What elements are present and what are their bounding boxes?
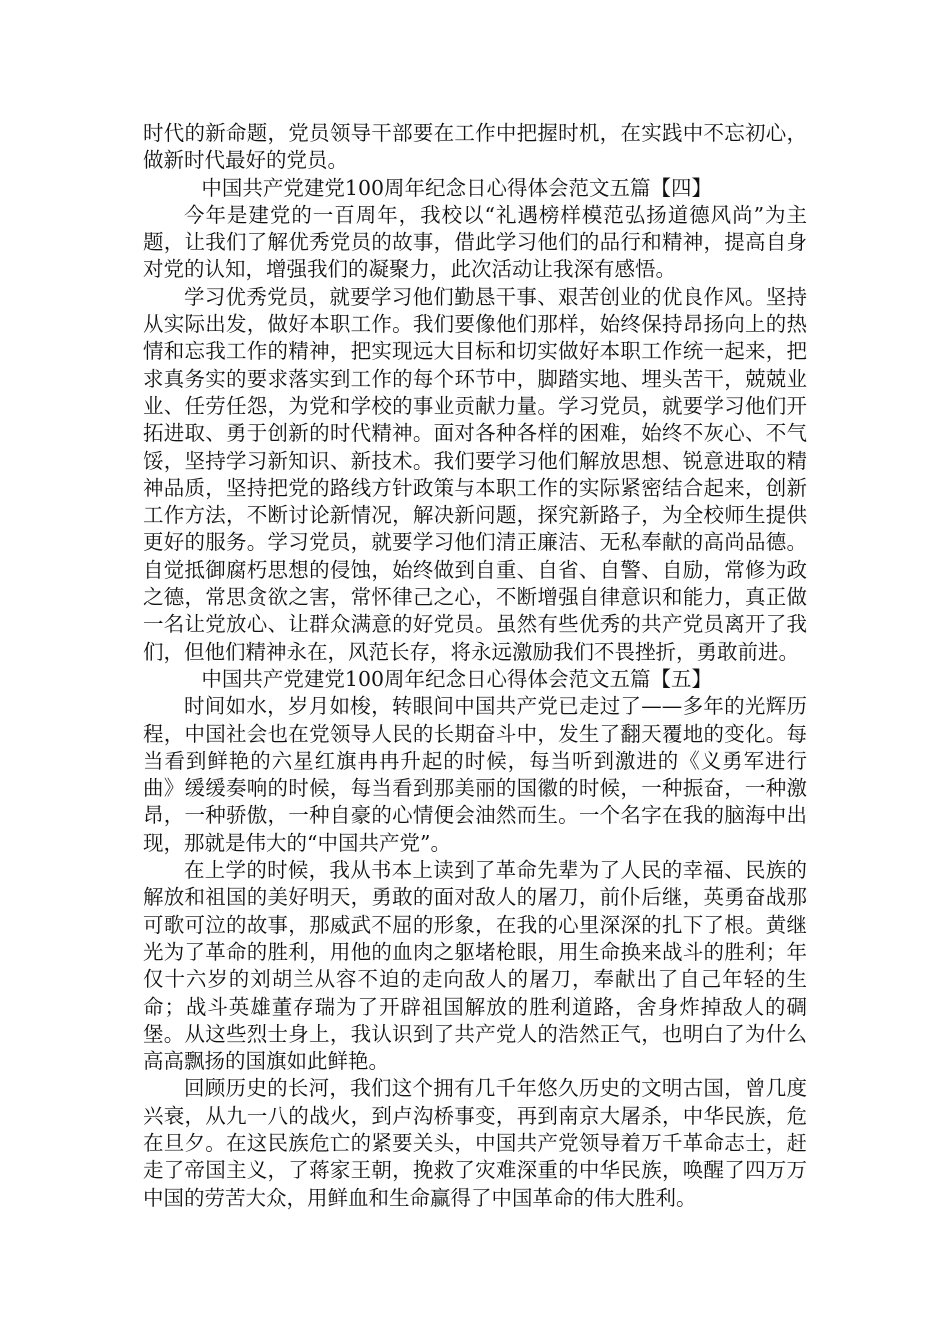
paragraph: 时间如水，岁月如梭，转眼间中国共产党已走过了——多年的光辉历程，中国社会也在党领导人民的长期奋斗中，发生了翻天覆地的变化。每当看到鲜艳的六星红旗冉冉升起的时候，每当听到激进的《义勇军进行曲》缓缓奏响的时候，每当看到那美丽的国徽的时候，一种振奋，一种激昂，一种骄傲，一种自豪的心情便会油然而生。一个名字在我的脑海中出现，那就是伟大的“中国共产党”。 bbox=[143, 694, 807, 855]
paragraph-continued: 时代的新命题，党员领导干部要在工作中把握时机，在实践中不忘初心，做新时代最好的党员。 bbox=[143, 121, 807, 173]
paragraph: 学习优秀党员，就要学习他们勤恳干事、艰苦创业的优良作风。坚持从实际出发，做好本职工作。我们要像他们那样，始终保持昂扬向上的热情和忘我工作的精神，把实现远大目标和切实做好本职工作统一起来，把求真务实的要求落实到工作的每个环节中，脚踏实地、埋头苦干，兢兢业业、任劳任怨，为党和学校的事业贡献力量。学习党员，就要学习他们开拓进取、勇于创新的时代精神。面对各种各样的困难，始终不灰心、不气馁，坚持学习新知识、新技术。我们要学习他们解放思想、锐意进取的精神品质，坚持把党的路线方针政策与本职工作的实际紧密结合起来，创新工作方法，不断讨论新情况，解决新问题，探究新路子，为全校师生提供更好的服务。学习党员，就要学习他们清正廉洁、无私奉献的高尚品德。自觉抵御腐朽思想的侵蚀，始终做到自重、自省、自警、自励，常修为政之德，常思贪欲之害，常怀律己之心，不断增强自律意识和能力，真正做一名让党放心、让群众满意的好党员。虽然有些优秀的共产党员离开了我们，但他们精神永在，风范长存，将永远激励我们不畏挫折，勇敢前进。 bbox=[143, 284, 807, 664]
paragraph: 回顾历史的长河，我们这个拥有几千年悠久历史的文明古国，曾几度兴衰，从九一八的战火，到卢沟桥事变，再到南京大屠杀，中华民族，危在旦夕。在这民族危亡的紧要关头，中国共产党领导着万千革命志士，赶走了帝国主义，了蒋家王朝，挽救了灾难深重的中华民族，唤醒了四万万中国的劳苦大众，用鲜血和生命赢得了中国革命的伟大胜利。 bbox=[143, 1076, 807, 1210]
paragraph: 在上学的时候，我从书本上读到了革命先辈为了人民的幸福、民族的解放和祖国的美好明天，勇敢的面对敌人的屠刀，前仆后继，英勇奋战那可歌可泣的故事，那威武不屈的形象，在我的心里深深的扎下了根。黄继光为了革命的胜利，用他的血肉之躯堵枪眼，用生命换来战斗的胜利；年仅十六岁的刘胡兰从容不迫的走向敌人的屠刀，奉献出了自己年轻的生命；战斗英雄董存瑞为了开辟祖国解放的胜利道路，舍身炸掉敌人的碉堡。从这些烈士身上，我认识到了共产党人的浩然正气，也明白了为什么高高飘扬的国旗如此鲜艳。 bbox=[143, 858, 807, 1074]
section-heading-5: 中国共产党建党100周年纪念日心得体会范文五篇【五】 bbox=[201, 666, 713, 691]
section-heading-4: 中国共产党建党100周年纪念日心得体会范文五篇【四】 bbox=[201, 175, 713, 200]
document-page bbox=[143, 120, 807, 1212]
paragraph: 今年是建党的一百周年，我校以“礼遇榜样模范弘扬道德风尚”为主题，让我们了解优秀党员的故事，借此学习他们的品行和精神，提高自身对党的认知，增强我们的凝聚力，此次活动让我深有感悟。 bbox=[143, 202, 807, 282]
